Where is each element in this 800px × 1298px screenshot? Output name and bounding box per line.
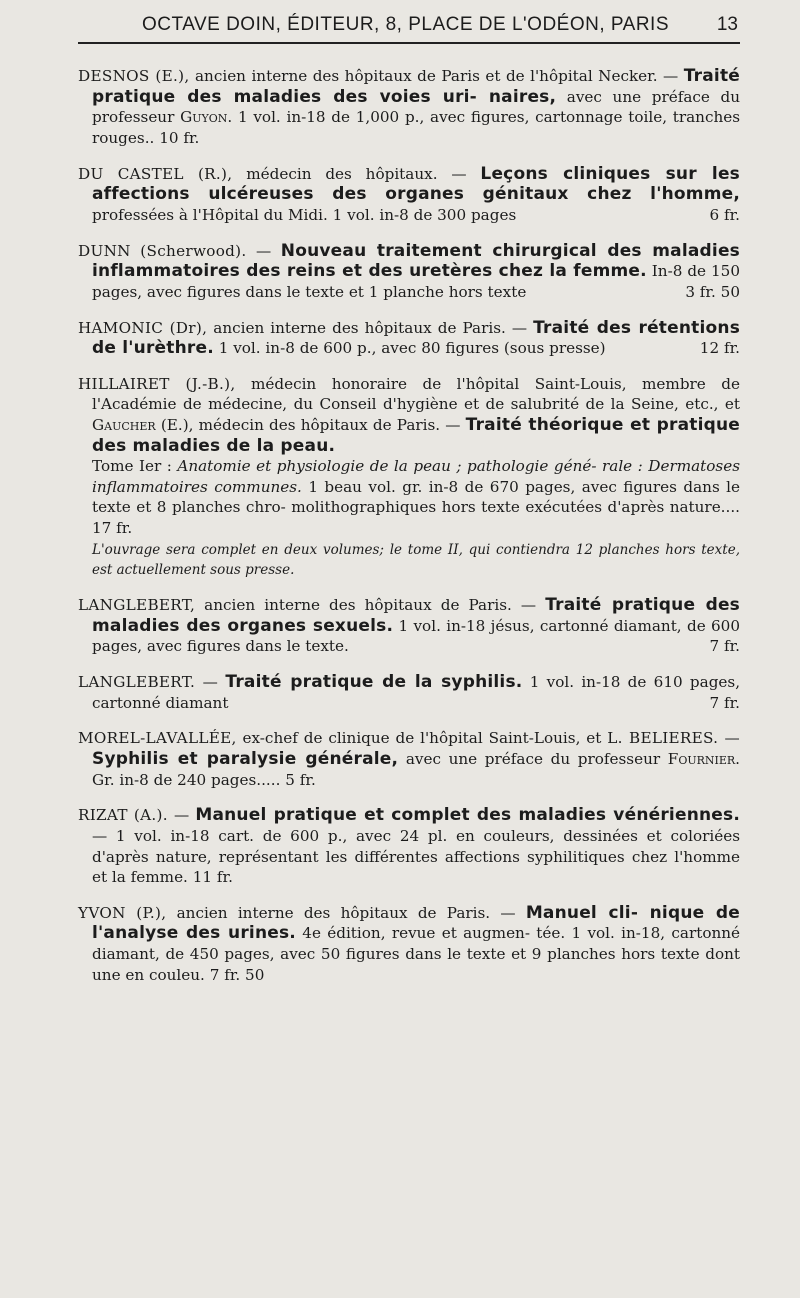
entry-hamonic (78, 318, 740, 359)
entry-author: DUNN (Scherwood). — (78, 241, 272, 260)
catalog-entries (78, 66, 740, 985)
entry-price: 10 fr. (159, 128, 200, 147)
entry-author: LANGLEBERT. — (78, 672, 219, 691)
entry-price: 11 fr. (192, 868, 233, 887)
entry-title: Traité des rétentions de l'urèthre. (92, 317, 741, 359)
entry-author: HILLAIRET (J.-B.), (78, 374, 236, 393)
entry-description: ancien interne des hôpitaux de Paris. — (213, 318, 528, 337)
entry-hillairet (78, 374, 740, 580)
entry-du-castel (78, 164, 740, 226)
entry-name: Fournier. (667, 749, 740, 768)
page-number: 13 (716, 14, 738, 35)
entry-price: 6 fr. (709, 205, 740, 224)
entry-title: Traité pratique des maladies des voies uri- naires, (92, 66, 741, 107)
entry-description: ancien interne des hôpitaux de Paris. — (176, 903, 516, 922)
entry-description: 1 vol. in-8 de 600 p., avec 80 figures (sous presse) (218, 339, 606, 358)
entry-title: Manuel cli- nique de l'analyse des urines. (92, 902, 740, 944)
entry-title: Syphilis et paralysie générale, (92, 748, 399, 769)
entry-author: L. BELIERES. — (607, 729, 740, 748)
entry-rizat (78, 805, 740, 887)
entry-description: 4e édition, revue et augmen- tée. 1 vol. in-18, cartonné diamant, de 450 pages, avec 50 figures dans le texte et 9 planches hors texte dont une en couleu. (92, 924, 741, 984)
entry-yvon (78, 903, 740, 985)
entry-description: avec une préface du professeur (405, 749, 661, 768)
entry-title: Leçons cliniques sur les affections ulcéreuses des organes génitaux chez l'homme, (92, 163, 741, 205)
entry-author: LANGLEBERT, (78, 596, 196, 614)
entry-description: In-8 de 150 pages, avec figures dans le texte et 1 planche hors texte (92, 262, 740, 301)
entry-description: avec une préface du professeur (92, 87, 741, 127)
entry-author: HAMONIC (Dr), (78, 318, 208, 337)
entry-description: 1 vol. in-18 de 610 pages, cartonné diamant (92, 672, 741, 712)
entry-price: 3 fr. 50 (685, 282, 740, 301)
entry-title: Manuel pratique et complet des maladies vénériennes. (195, 805, 741, 826)
entry-name: Guyon. (180, 108, 233, 127)
tome-title: Anatomie et physiologie de la peau ; pathologie géné- rale : Dermatoses inflammatoires communes. (92, 457, 740, 496)
entry-title: Traité théorique et pratique des maladies de la peau. (92, 415, 741, 456)
entry-description: médecin des hôpitaux. — (246, 164, 467, 183)
entry-description: ex-chef de clinique de l'hôpital Saint-Louis, et (242, 729, 602, 748)
entry-dunn (78, 241, 740, 303)
entry-description: ancien interne des hôpitaux de Paris et de l'hôpital Necker. — (195, 67, 679, 85)
entry-price: 7 fr. 50 (209, 965, 265, 984)
entry-author: DESNOS (E.), (78, 67, 190, 85)
entry-description: 1 vol. in-18 de 1,000 p., avec figures, cartonnage toile, tranches rouges.. (92, 108, 741, 147)
entry-author: DU CASTEL (R.), (78, 164, 233, 183)
entry-note: L'ouvrage sera complet en deux volumes; le tome II, qui contiendra 12 planches hors texte, est actuellement sous presse. (92, 541, 740, 579)
entry-description: professées à l'Hôpital du Midi. 1 vol. in-8 de 300 pages (92, 205, 517, 224)
entry-description: Gr. in-8 de 240 pages..... (92, 770, 281, 789)
entry-price: 7 fr. (709, 637, 740, 656)
tome-label: Tome Ier : (92, 457, 172, 476)
entry-price: 17 fr. (92, 519, 133, 538)
publisher-header: OCTAVE DOIN, ÉDITEUR, 8, PLACE DE L'ODÉON, PARIS (142, 14, 670, 35)
entry-description: — 1 vol. in-18 cart. de 600 p., avec 24 pl. en couleurs, dessinées et coloriées d'après nature, représentant les différentes affections syphilitiques chez l'homme et la femme. (92, 826, 740, 887)
entry-langlebert-syphilis (78, 672, 740, 713)
entry-description: (E.), médecin des hôpitaux de Paris. — (160, 416, 461, 435)
entry-desnos (78, 66, 740, 148)
entry-author: YVON (P.), (78, 903, 167, 922)
page-header (78, 0, 740, 44)
entry-price: 12 fr. (699, 339, 740, 358)
entry-title: Traité pratique des maladies des organes sexuels. (92, 595, 740, 636)
entry-langlebert-organes (78, 595, 740, 657)
entry-description: 1 beau vol. gr. in-8 de 670 pages, avec figures dans le texte et 8 planches chro- molithographiques hors texte exécutées d'après nature.... (92, 477, 741, 517)
entry-description: 1 vol. in-18 jésus, cartonné diamant, de 600 pages, avec figures dans le texte. (92, 616, 741, 656)
entry-description: ancien interne des hôpitaux de Paris. — (204, 596, 537, 614)
entry-name: Gaucher (92, 416, 156, 435)
entry-price: 7 fr. (709, 693, 740, 712)
entry-author: MOREL-LAVALLÉE, (78, 729, 237, 748)
entry-author: RIZAT (A.). — (78, 806, 190, 825)
entry-morel-lavallee (78, 728, 740, 790)
entry-price: 5 fr. (285, 770, 316, 789)
entry-title: Traité pratique de la syphilis. (225, 671, 523, 692)
entry-title: Nouveau traitement chirurgical des maladies inflammatoires des reins et des uretères chez la femme. (92, 240, 740, 282)
entry-description: médecin honoraire de l'hôpital Saint-Louis, membre de l'Académie de médecine, du Conseil d'hygiène et de salubrité de la Seine, etc., et (92, 374, 740, 414)
